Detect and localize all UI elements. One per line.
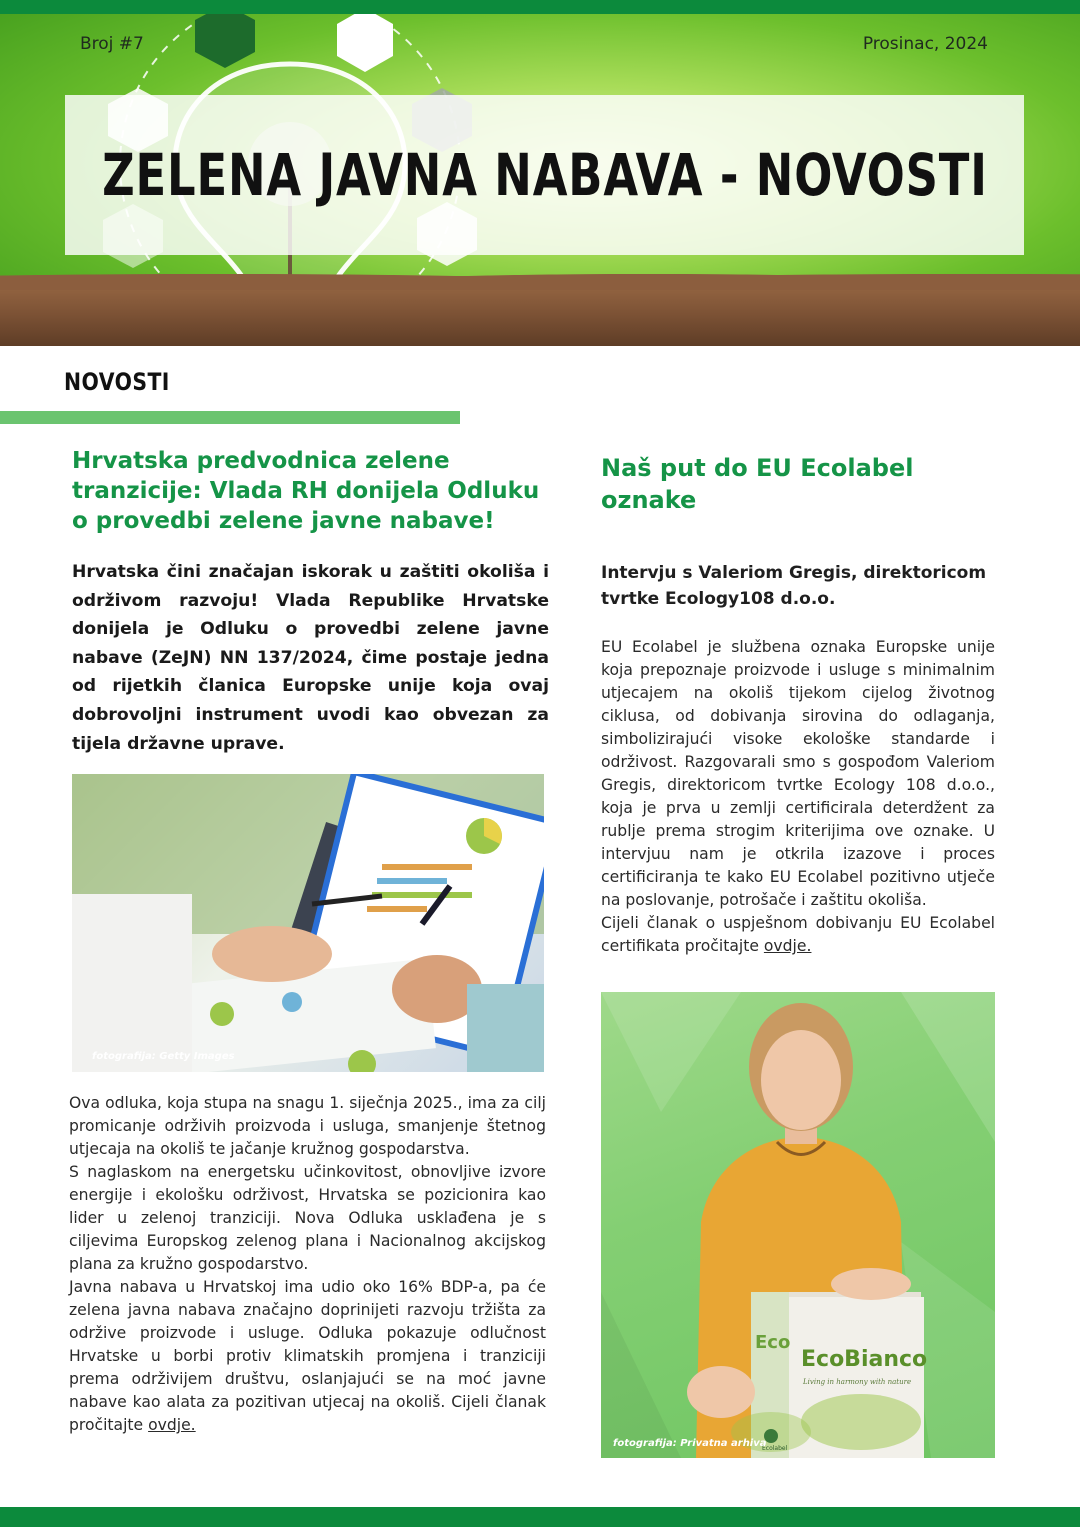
product-side-brand: Eco bbox=[755, 1332, 791, 1353]
article-left bbox=[69, 446, 549, 1437]
read-more-link-left[interactable]: ovdje. bbox=[148, 1416, 196, 1435]
article-right bbox=[601, 452, 995, 958]
read-more-link-right[interactable]: ovdje. bbox=[763, 937, 812, 955]
product-brand: EcoBianco bbox=[801, 1347, 928, 1372]
article-left-paragraph: S naglaskom na energetsku učinkovitost, obnovljive izvore energije i ekološku održivost, Hrvatska se pozicionira kao lider u zelenoj tranziciji. Nova Odluka usklađena je s ciljevima Europskog zelenog plana i Nacionalnog akcijskog plana za kružno gospodarstvo. bbox=[69, 1163, 546, 1274]
article-right-paragraph-text: Cijeli članak o uspješnom dobivanju EU Ecolabel certifikata pročitajte bbox=[601, 914, 995, 955]
title-panel bbox=[65, 95, 1024, 255]
article-left-paragraph-last bbox=[69, 1276, 546, 1437]
article-left-paragraph-text: Javna nabava u Hrvatskoj ima udio oko 16% BDP-a, pa će zelena javna nabava značajno doprinijeti razvoju tržišta za održive proizvode i usluge. Odluka pokazuje odlučnost Hrvatske u borbi protiv klimatskih promjena i tranziciji prema održivijem društvu, oslanjajući se na moć javne nabave kao alata za pozitivan utjecaj na okoliš. Cijeli članak pročitajte bbox=[69, 1278, 546, 1435]
section-label: NOVOSTI bbox=[64, 368, 170, 396]
charts-documents-illustration bbox=[72, 774, 544, 1072]
portrait-illustration bbox=[601, 992, 995, 1458]
article-right-paragraph: EU Ecolabel je službena oznaka Europske unije koja prepoznaje proizvode i usluge s minimalnim utjecajem na okoliš tijekom cijelog životnog ciklusa, od dobivanja sirovina do odlaganja, simbolizirajući visoke ekološke standarde i održivost. Razgovarali smo s gospođom Valeriom Gregis, direktoricom tvrtke Ecology 108 d.o.o., koja je prva u zemlji certificirala deterdžent za rublje prema strogim kriterijima ove oznake. U intervjuu nam je otkrila izazove i proces certificiranja te kako EU Ecolabel pozitivno utječe na poslovanje, potrošače i zaštitu okoliša. bbox=[601, 638, 995, 909]
hero-banner bbox=[0, 14, 1080, 346]
newsletter-title: ZELENA JAVNA NABAVA - NOVOSTI bbox=[101, 141, 988, 209]
article-right-paragraph-last bbox=[601, 912, 995, 958]
article-left-headline: Hrvatska predvodnica zelene tranzicije: Vlada RH donijela Odluku o provedbi zelene javne nabave! bbox=[72, 448, 540, 534]
article-left-body bbox=[69, 1092, 546, 1437]
soil-strip bbox=[0, 276, 1080, 346]
issue-date: Prosinac, 2024 bbox=[862, 34, 988, 54]
article-right-headline: Naš put do EU Ecolabel oznake bbox=[601, 454, 914, 514]
article-right-body bbox=[601, 636, 995, 958]
photo-caption-right: fotografija: Privatna arhiva bbox=[613, 1438, 767, 1449]
top-bar bbox=[0, 0, 1080, 14]
portrait-photo bbox=[601, 992, 995, 1458]
section-rule bbox=[0, 411, 460, 424]
product-ecolabel: Ecolabel bbox=[762, 1445, 788, 1452]
photo-caption-left: fotografija: Getty Images bbox=[92, 1051, 235, 1063]
meeting-photo bbox=[72, 774, 544, 1072]
article-left-paragraph: Ova odluka, koja stupa na snagu 1. siječnja 2025., ima za cilj promicanje održivih proizvoda i usluga, smanjenje štetnog utjecaja na okoliš te jačanje kružnog gospodarstva. bbox=[69, 1094, 546, 1159]
article-left-lead: Hrvatska čini značajan iskorak u zaštiti okoliša i održivom razvoju! Vlada Republike Hrvatske donijela je Odluku o provedbi zelene javne nabave (ZeJN) NN 137/2024, čime postaje jedna od rijetkih članica Europske unije koja ovaj dobrovoljni instrument uvodi kao obvezan za tijela državne uprave. bbox=[72, 562, 549, 754]
product-tagline: Living in harmony with nature bbox=[803, 1378, 912, 1386]
article-right-subheadline: Intervju s Valeriom Gregis, direktoricom tvrtke Ecology108 d.o.o. bbox=[601, 563, 987, 609]
bottom-bar bbox=[0, 1507, 1080, 1527]
issue-number: Broj #7 bbox=[80, 34, 144, 54]
